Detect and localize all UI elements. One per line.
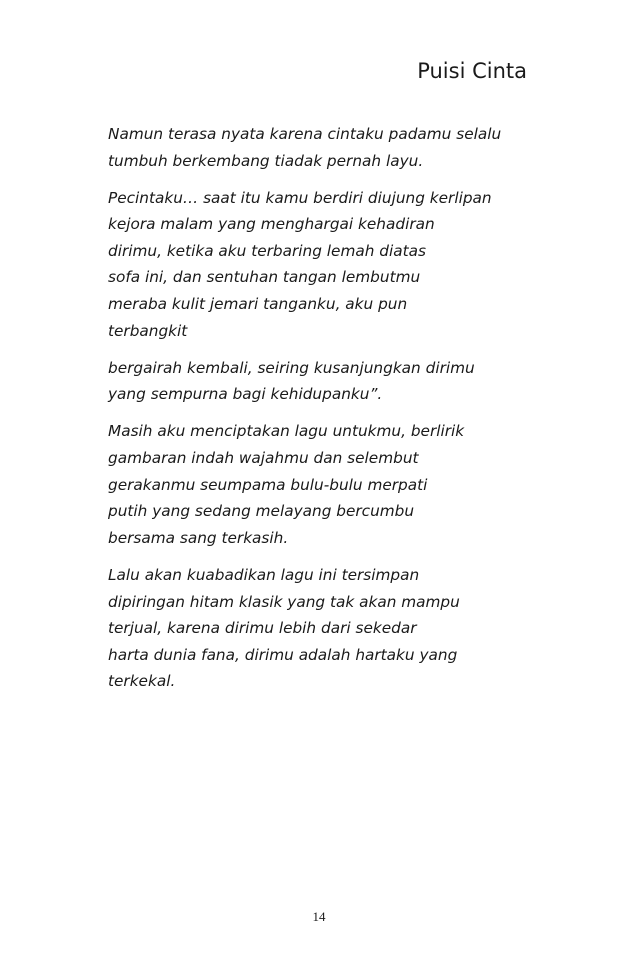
- text-line: sofa ini, dan sentuhan tangan lembutmu: [108, 268, 421, 287]
- text-line: terjual, karena dirimu lebih dari sekedar: [108, 619, 417, 638]
- paragraph-4: [108, 418, 538, 551]
- text-line: meraba kulit jemari tanganku, aku pun: [108, 295, 408, 314]
- poem-body: [108, 121, 538, 705]
- running-header-title: Puisi Cinta: [417, 59, 527, 83]
- text-line: tumbuh berkembang tiadak pernah layu.: [108, 151, 424, 170]
- text-line: yang sempurna bagi kehidupanku”.: [108, 385, 383, 404]
- text-line: gambaran indah wajahmu dan selembut: [108, 449, 419, 468]
- paragraph-3: [108, 355, 538, 408]
- paragraph-2: [108, 185, 538, 345]
- text-line: harta dunia fana, dirimu adalah hartaku yang: [108, 645, 458, 664]
- text-line: terkekal.: [108, 672, 176, 691]
- text-line: dirimu, ketika aku terbaring lemah diatas: [108, 241, 426, 260]
- text-line: kejora malam yang menghargai kehadiran: [108, 215, 435, 234]
- text-line: Lalu akan kuabadikan lagu ini tersimpan: [108, 565, 420, 584]
- paragraph-1: [108, 121, 538, 174]
- text-line: bersama sang terkasih.: [108, 528, 289, 547]
- text-line: putih yang sedang melayang bercumbu: [108, 502, 415, 521]
- text-line: Masih aku menciptakan lagu untukmu, berlirik: [108, 422, 465, 441]
- text-line: Pecintaku… saat itu kamu berdiri diujung kerlipan: [108, 188, 492, 207]
- paragraph-5: [108, 562, 538, 695]
- text-line: gerakanmu seumpama bulu-bulu merpati: [108, 475, 428, 494]
- text-line: dipiringan hitam klasik yang tak akan mampu: [108, 592, 460, 611]
- text-line: terbangkit: [108, 321, 188, 340]
- text-line: bergairah kembali, seiring kusanjungkan dirimu: [108, 358, 475, 377]
- text-line: Namun terasa nyata karena cintaku padamu selalu: [108, 125, 502, 143]
- page-number: 14: [312, 909, 326, 924]
